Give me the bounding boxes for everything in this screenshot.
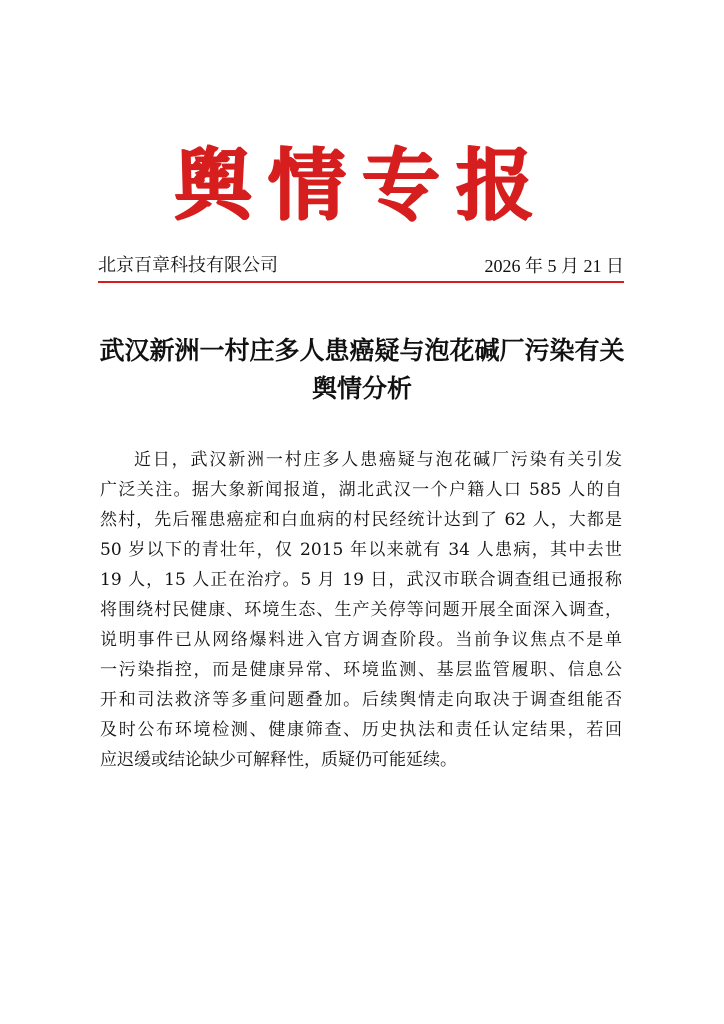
article-title [90, 332, 634, 408]
body-line: 开和司法救济等多重问题叠加。后续舆情走向取决于调查组能否 [100, 690, 622, 710]
body-line: 说明事件已从网络爆料进入官方调查阶段。当前争议焦点不是单 [100, 630, 622, 650]
organization-name: 北京百章科技有限公司 [98, 255, 278, 276]
article-title-line: 舆情分析 [311, 374, 412, 403]
body-line: 一污染指控，而是健康异常、环境监测、基层监管履职、信息公 [100, 660, 622, 680]
body-line: 及时公布环境检测、健康筛查、历史执法和责任认定结果，若回 [100, 720, 622, 740]
body-line: 19 人，15 人正在治疗。5 月 19 日，武汉市联合调查组已通报称 [100, 570, 622, 590]
report-date: 2026 年 5 月 21 日 [484, 256, 624, 276]
body-line: 广泛关注。据大象新闻报道，湖北武汉一个户籍人口 585 人的自 [100, 480, 622, 500]
body-line: 近日，武汉新洲一村庄多人患癌疑与泡花碱厂污染有关引发 [134, 450, 622, 470]
article-title-line: 武汉新洲一村庄多人患癌疑与泡花碱厂污染有关 [99, 336, 625, 365]
header-divider [98, 281, 624, 283]
body-line: 将围绕村民健康、环境生态、生产关停等问题开展全面深入调查， [100, 600, 622, 620]
masthead-title: 舆情专报 [173, 140, 550, 231]
body-line: 应迟缓或结论缺少可解释性，质疑仍可能延续。 [100, 750, 457, 770]
body-line: 然村，先后罹患癌症和白血病的村民经统计达到了 62 人，大都是 [100, 510, 622, 530]
body-line: 50 岁以下的青壮年，仅 2015 年以来就有 34 人患病，其中去世 [100, 540, 622, 560]
report-header [98, 254, 624, 280]
article-body [100, 445, 622, 775]
